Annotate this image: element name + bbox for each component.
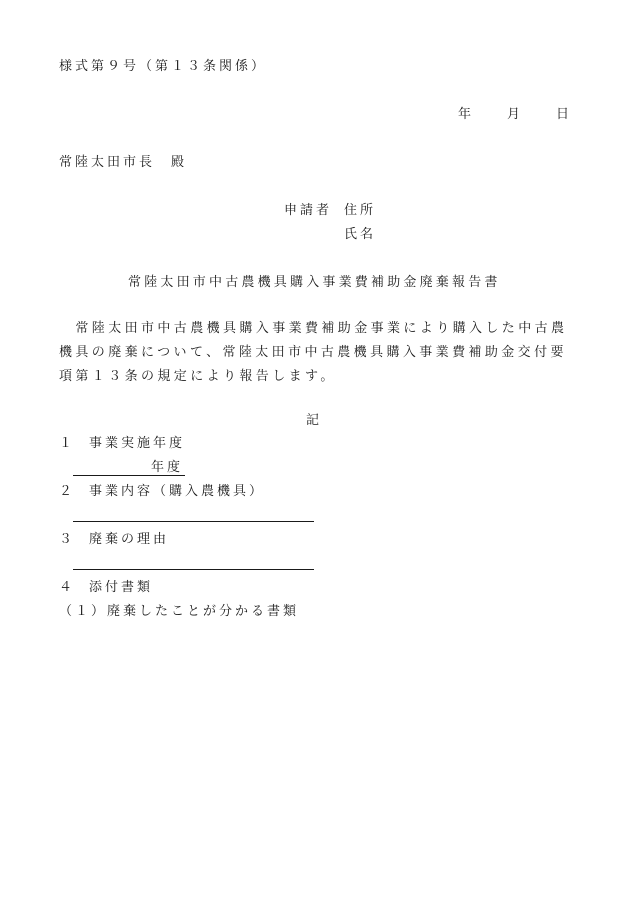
applicant-address-label: 住所 (344, 203, 377, 218)
date-year-label: 年 (458, 107, 475, 122)
body-line: 項第１３条の規定により報告します。 (59, 369, 337, 384)
document-title: 常陸太田市中古農機具購入事業費補助金廃棄報告書 (128, 275, 501, 290)
addressee: 常陸太田市長 殿 (59, 155, 188, 170)
item-4-label: 添付書類 (89, 580, 154, 595)
item-1-label: 事業実施年度 (89, 436, 186, 451)
date-day-label: 日 (556, 107, 573, 122)
body-paragraph (59, 317, 579, 389)
applicant-label: 申請者 (284, 203, 333, 218)
body-line: 機具の廃棄について、常陸太田市中古農機具購入事業費補助金交付要 (59, 345, 567, 360)
applicant-name-label: 氏名 (344, 227, 377, 242)
item-2-underline (73, 521, 314, 522)
date-month-label: 月 (507, 107, 524, 122)
item-1-number: １ (59, 436, 76, 451)
body-line: 常陸太田市中古農機具購入事業費補助金事業により購入した中古農 (59, 321, 568, 336)
item-3-label: 廃棄の理由 (89, 532, 170, 547)
item-3-underline (73, 569, 314, 570)
item-2-number: ２ (59, 484, 76, 499)
form-number: 様式第９号（第１３条関係） (59, 59, 268, 74)
item-2-label: 事業内容（購入農機具） (89, 484, 266, 499)
attachment-item: （１）廃棄したことが分かる書類 (59, 604, 300, 619)
item-4-number: ４ (59, 580, 76, 595)
item-1-underline (73, 475, 185, 476)
ki-heading: 記 (306, 413, 323, 428)
item-3-number: ３ (59, 532, 76, 547)
item-1-suffix: 年度 (151, 460, 184, 475)
